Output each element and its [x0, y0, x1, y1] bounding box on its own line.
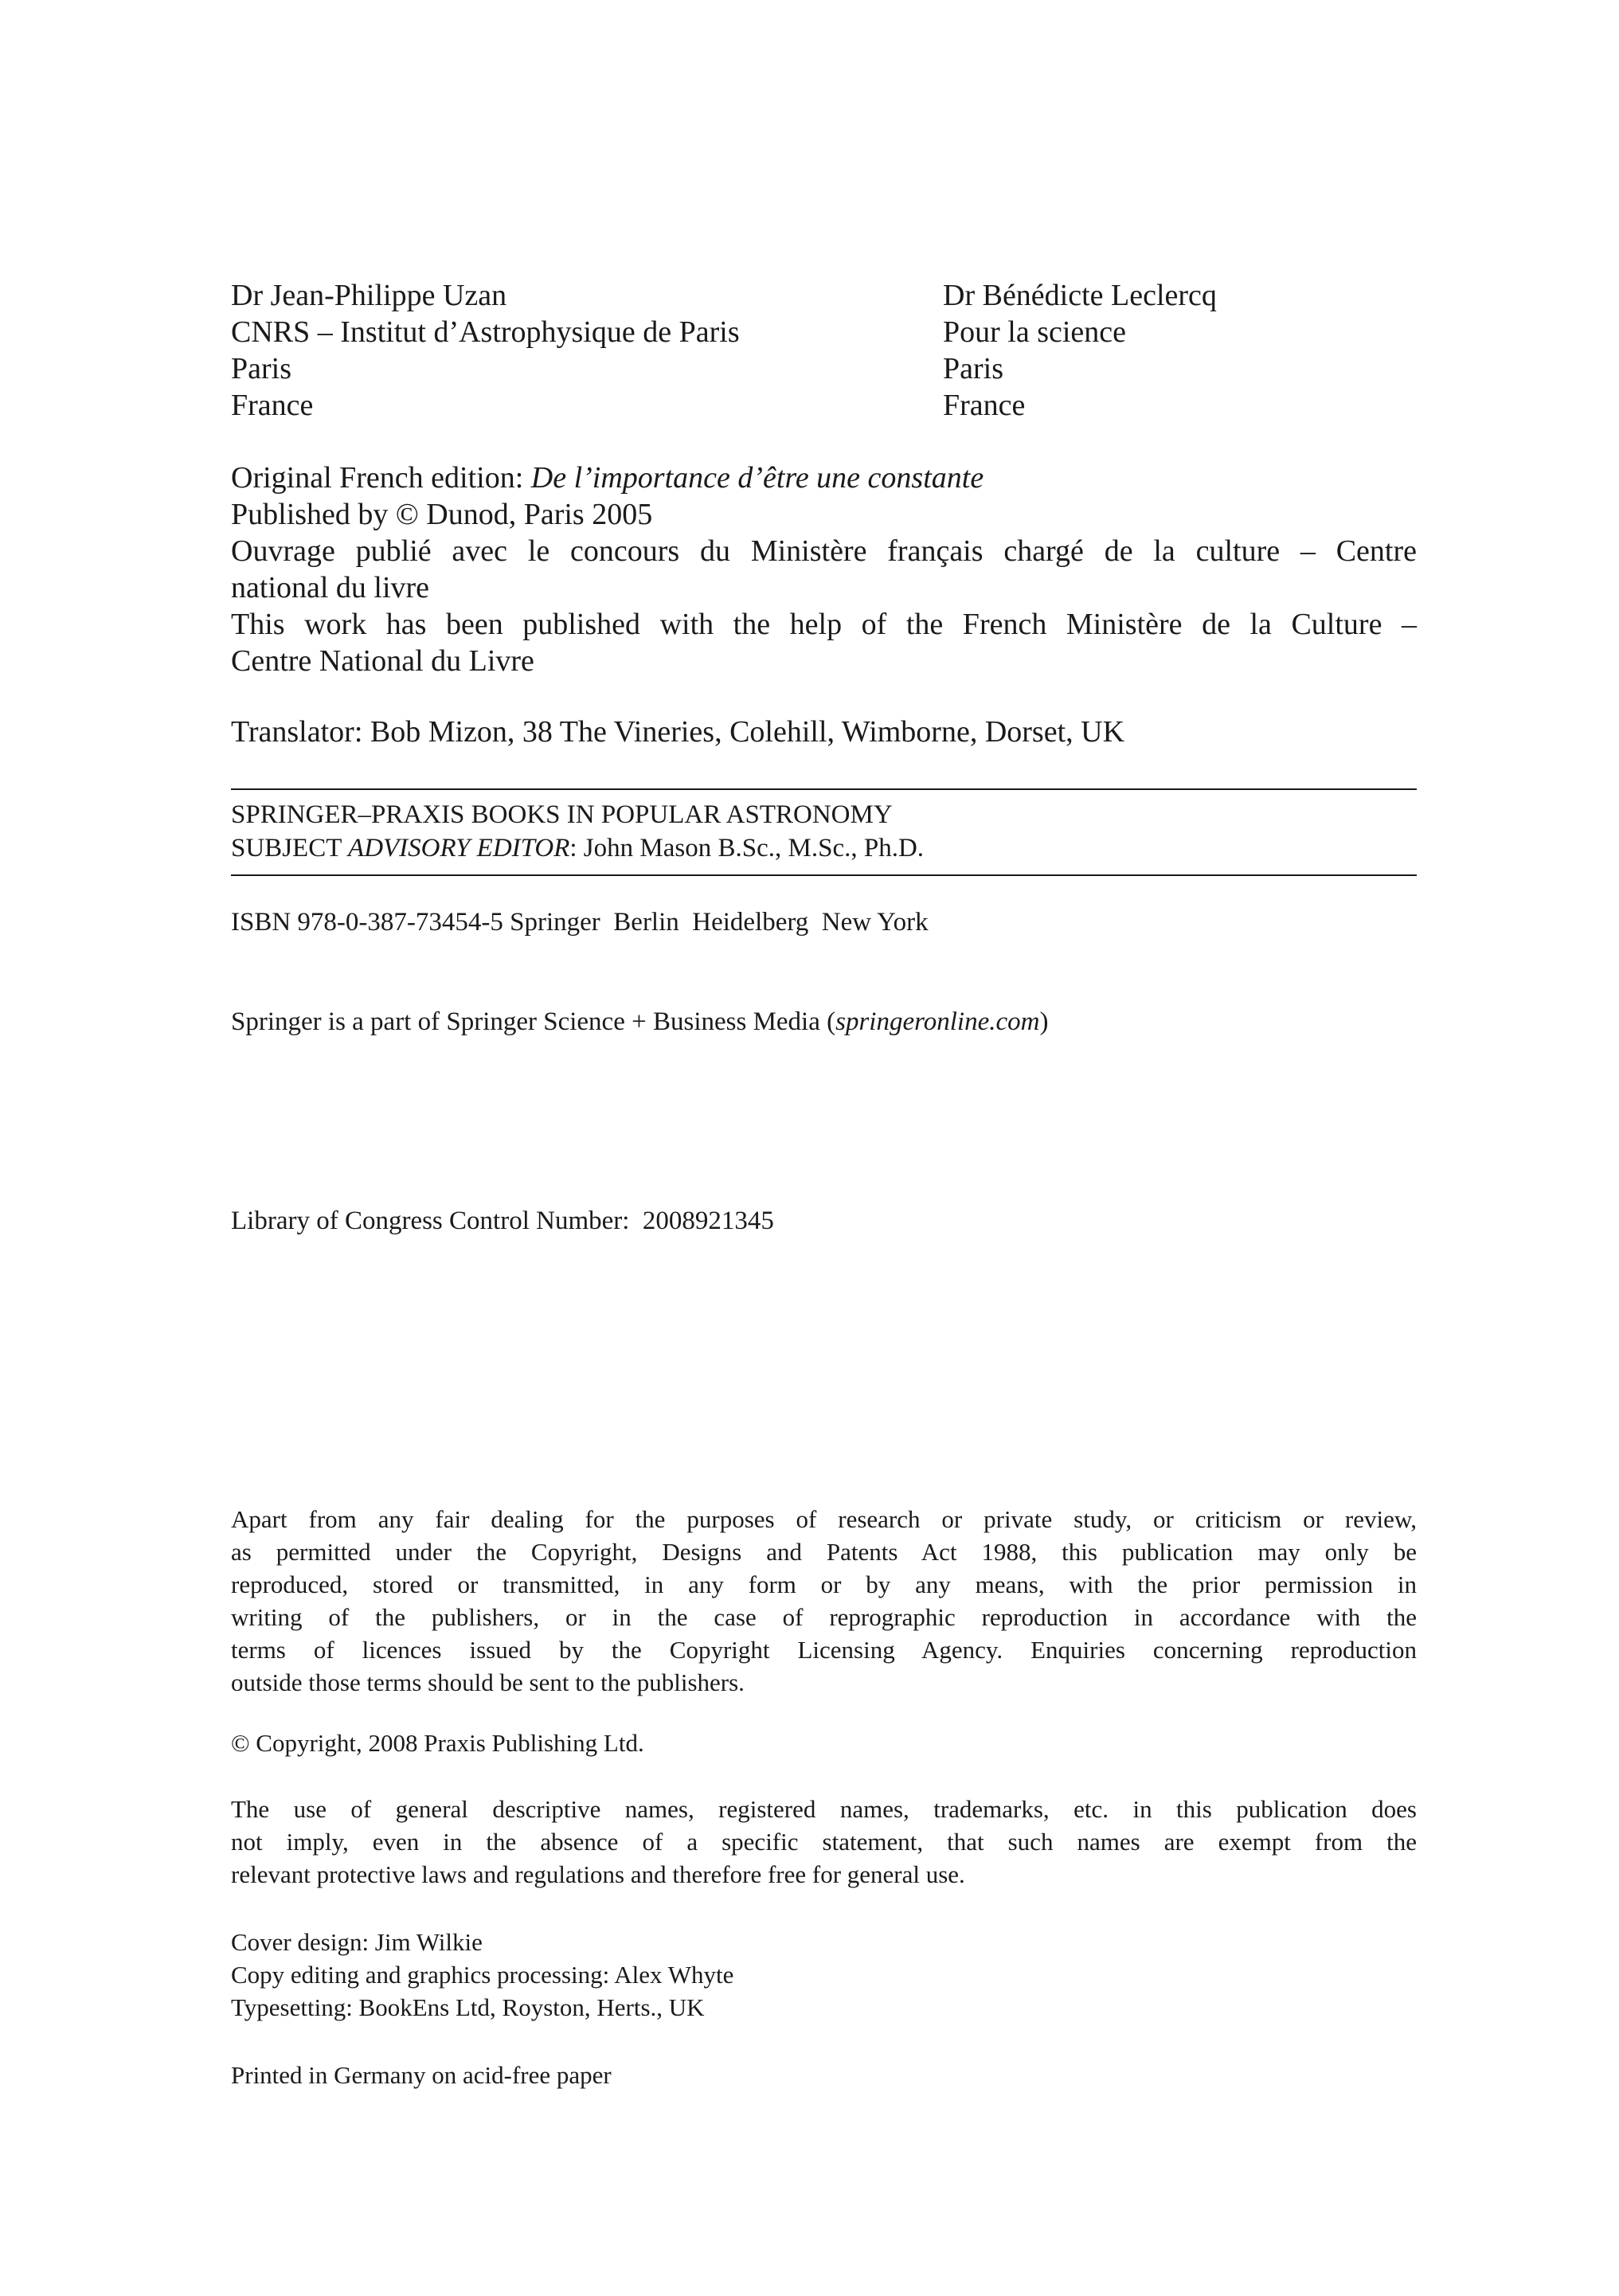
translator — [231, 714, 1124, 750]
series-bottom-rule — [231, 874, 1417, 876]
trademark-notice-line: The use of general descriptive names, registered names, trademarks, etc. in this publication does — [231, 1795, 1417, 1823]
springer-note-close: ) — [1039, 1007, 1049, 1036]
copyright-line-text: © Copyright, 2008 Praxis Publishing Ltd. — [231, 1729, 644, 1757]
springer-note-text: Springer is a part of Springer Science + Business Media ( — [231, 1007, 836, 1036]
series-title: SPRINGER–PRAXIS BOOKS IN POPULAR ASTRONOMY — [231, 800, 893, 829]
author-left-country: France — [231, 389, 314, 422]
loc-control-line: Library of Congress Control Number: 2008921345 — [231, 1207, 774, 1235]
author-right — [943, 277, 1217, 424]
printed-line: Printed in Germany on acid-free paper — [231, 2061, 612, 2089]
author-left-city: Paris — [231, 352, 291, 385]
series-top-rule — [231, 788, 1417, 790]
author-right-country: France — [943, 389, 1026, 422]
english-note-line: This work has been published with the help of the French Ministère de la Culture – — [231, 608, 1417, 641]
author-left — [231, 277, 740, 424]
copyright-notice — [231, 1503, 1417, 1699]
credit-copy-editing: Copy editing and graphics processing: Alex Whyte — [231, 1961, 734, 1989]
copyright-notice-line: as permitted under the Copyright, Designs and Patents Act 1988, this publication may only be — [231, 1538, 1417, 1566]
author-right-city: Paris — [943, 352, 1003, 385]
copyright-notice-line: writing of the publishers, or in the case of reprographic reproduction in accordance with the — [231, 1603, 1417, 1631]
original-edition-label: Original French edition: — [231, 461, 531, 495]
isbn-line: ISBN 978-0-387-73454-5 Springer Berlin Heidelberg New York — [231, 908, 929, 937]
printed — [231, 2059, 612, 2091]
copyright-notice-line: Apart from any fair dealing for the purposes of research or private study, or criticism or review, — [231, 1505, 1417, 1533]
series-advisory-label: ADVISORY EDITOR — [348, 834, 570, 862]
loc-control — [231, 1204, 774, 1238]
author-left-affiliation: CNRS – Institut d’Astrophysique de Paris — [231, 315, 740, 349]
trademark-notice — [231, 1793, 1417, 1891]
author-left-name: Dr Jean-Philippe Uzan — [231, 279, 507, 312]
isbn — [231, 905, 929, 939]
english-note — [231, 606, 1417, 679]
edition-block — [231, 460, 1417, 679]
copyright-notice-line: outside those terms should be sent to the publishers. — [231, 1668, 745, 1696]
credit-cover: Cover design: Jim Wilkie — [231, 1928, 483, 1956]
series-block — [231, 798, 924, 865]
springer-note — [231, 1005, 1048, 1038]
published-by: Published by © Dunod, Paris 2005 — [231, 498, 653, 531]
credits — [231, 1926, 733, 2024]
trademark-notice-line: relevant protective laws and regulations and therefore free for general use. — [231, 1860, 965, 1888]
translator-line: Translator: Bob Mizon, 38 The Vineries, Colehill, Wimborne, Dorset, UK — [231, 715, 1125, 749]
author-right-affiliation: Pour la science — [943, 315, 1127, 349]
series-editor-name: : John Mason B.Sc., M.Sc., Ph.D. — [569, 834, 925, 862]
series-subject-prefix: SUBJECT — [231, 834, 349, 862]
springer-url: springeronline.com — [835, 1007, 1040, 1036]
springer-note-line — [231, 1005, 1048, 1038]
french-note-line: national du livre — [231, 571, 430, 604]
copyright-line — [231, 1727, 644, 1759]
copyright-notice-line: reproduced, stored or transmitted, in any form or by any means, with the prior permission in — [231, 1570, 1417, 1598]
copyright-notice-line: terms of licences issued by the Copyright Licensing Agency. Enquiries concerning reproduction — [231, 1636, 1417, 1664]
french-note — [231, 533, 1417, 606]
trademark-notice-line: not imply, even in the absence of a specific statement, that such names are exempt from the — [231, 1828, 1417, 1856]
series-editor — [231, 831, 924, 865]
french-note-line: Ouvrage publié avec le concours du Ministère français chargé de la culture – Centre — [231, 534, 1417, 568]
english-note-line: Centre National du Livre — [231, 644, 534, 678]
credit-typesetting: Typesetting: BookEns Ltd, Royston, Herts., UK — [231, 1993, 705, 2021]
original-edition-title: De l’importance d’être une constante — [530, 461, 984, 495]
author-right-name: Dr Bénédicte Leclercq — [943, 279, 1217, 312]
original-edition — [231, 460, 1417, 496]
